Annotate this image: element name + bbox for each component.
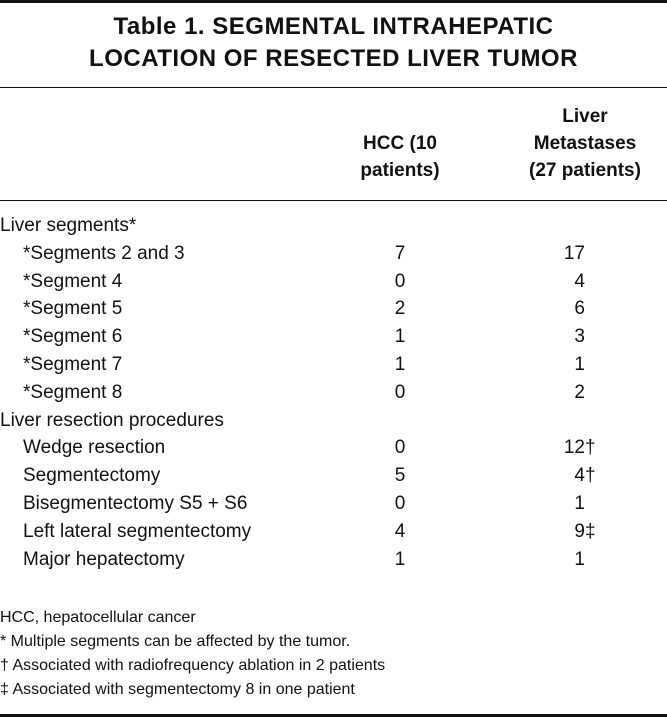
row-label: Segmentectomy — [23, 465, 161, 487]
footnote-double-dagger: ‡ Associated with segmentectomy 8 in one patient — [0, 681, 355, 698]
table-row — [0, 462, 667, 490]
row-label: *Segment 4 — [23, 270, 123, 292]
metastases-value: 6 — [574, 298, 585, 320]
row-label: *Segment 7 — [23, 354, 123, 375]
hcc-value: 7 — [394, 242, 406, 264]
metastases-value: 4 — [574, 270, 585, 292]
table-row — [0, 295, 667, 323]
column-header-hcc — [330, 130, 470, 184]
footnote-abbreviation: HCC, hepatocellular cancer — [0, 609, 196, 626]
table-row — [0, 546, 667, 574]
metastases-cell — [535, 546, 585, 574]
row-label: Wedge resection — [23, 437, 166, 459]
section-heading — [0, 407, 667, 435]
column-header-metastases-line-3: (27 patients) — [529, 160, 641, 181]
table-row — [0, 518, 667, 546]
row-label: Bisegmentectomy S5 + S6 — [23, 493, 248, 514]
metastases-value: 1 — [574, 548, 585, 570]
hcc-value: 1 — [394, 548, 406, 570]
metastases-cell: 9‡ — [574, 520, 596, 542]
hcc-value: 1 — [394, 354, 406, 375]
bottom-rule — [0, 714, 667, 717]
column-header-hcc-line-1: HCC (10 — [363, 133, 437, 154]
table-title-line-1: Table 1. SEGMENTAL INTRAHEPATIC — [113, 13, 554, 40]
metastases-cell — [535, 351, 585, 379]
table-row — [0, 323, 667, 351]
row-label: *Segment 8 — [23, 381, 123, 403]
column-header-metastases-line-1: Liver — [562, 106, 608, 127]
header-divider — [0, 200, 667, 201]
row-label: *Segments 2 and 3 — [23, 242, 185, 264]
hcc-value: 2 — [394, 298, 406, 320]
section-heading — [0, 212, 667, 240]
row-label: *Segment 6 — [23, 326, 123, 348]
metastases-value: 1 — [574, 493, 585, 514]
metastases-cell — [535, 379, 585, 407]
hcc-value: 0 — [394, 270, 406, 292]
row-label: Major hepatectomy — [23, 548, 185, 570]
metastases-value: 3 — [574, 326, 585, 348]
metastases-cell — [535, 323, 585, 351]
metastases-cell: 12† — [563, 437, 596, 459]
section-heading-label: Liver resection procedures — [0, 409, 224, 431]
row-label: Left lateral segmentectomy — [23, 520, 252, 542]
table-row — [0, 434, 667, 462]
footnote-dagger: † Associated with radiofrequency ablation in 2 patients — [0, 657, 386, 674]
title-divider — [0, 87, 667, 88]
footnote-asterisk: * Multiple segments can be affected by the tumor. — [0, 633, 351, 650]
table-row — [0, 240, 667, 268]
column-header-metastases-line-2: Metastases — [533, 133, 637, 154]
hcc-value: 0 — [394, 381, 406, 403]
table-row — [0, 379, 667, 407]
table-title-line-2: LOCATION OF RESECTED LIVER TUMOR — [89, 45, 578, 72]
metastases-cell — [535, 240, 585, 268]
column-header-hcc-line-2: patients) — [360, 160, 440, 181]
hcc-value: 0 — [394, 437, 406, 459]
metastases-cell — [535, 295, 585, 323]
hcc-value: 0 — [394, 493, 406, 514]
metastases-value: 1 — [574, 354, 585, 375]
metastases-value: 9 — [574, 520, 585, 542]
metastases-value: 17 — [563, 242, 585, 264]
section-heading-label: Liver segments* — [0, 215, 137, 236]
table-row — [0, 268, 667, 296]
metastases-cell — [535, 268, 585, 296]
row-label: *Segment 5 — [23, 298, 123, 320]
table-row — [0, 351, 667, 379]
hcc-value: 4 — [394, 520, 406, 542]
hcc-value: 5 — [394, 465, 406, 487]
table-row — [0, 490, 667, 518]
column-header-metastases — [505, 103, 665, 184]
metastases-value: 4 — [574, 465, 585, 487]
metastases-cell — [535, 490, 585, 518]
metastases-value: 2 — [574, 381, 585, 403]
metastases-value: 12 — [563, 437, 585, 459]
metastases-cell: 4† — [574, 465, 596, 487]
top-rule — [0, 0, 667, 3]
hcc-value: 1 — [394, 326, 406, 348]
